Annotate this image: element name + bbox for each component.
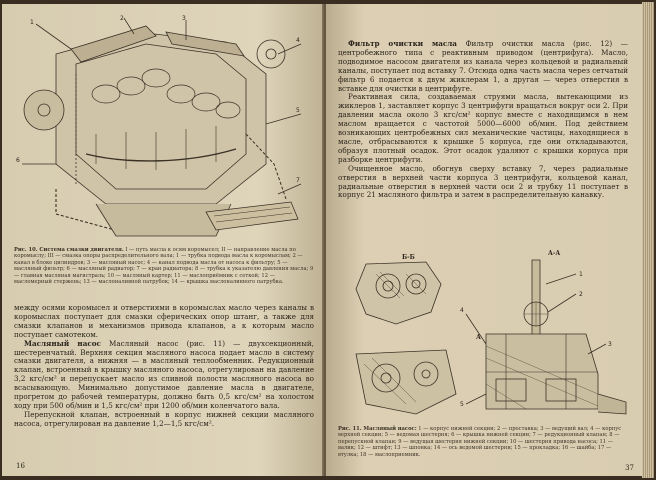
right-paragraph-1-text: Фильтр очистки масла (рис. 12) — центробежного типа с реактивным приводом (центрифуга). Масло, подводимое насосом двигателя из канала через кольцевой и радиальный каналы, поступает под вставку 7. Отсюда одна часть масла через сетчатый фильтр 6 подается к двум жиклерам 1, а другая — через отверстия в вставке для очистки в центрифуге. (338, 39, 628, 93)
figure-10-caption-body: I — путь масла к осям коромысел; II — направление масла по коромыслу; III — смазка опоры распределительного вала; 1 — трубка подвода масла к коромыслам; 2 — канал в блоке цилиндров; 3 — масляный насос; 4 — канал подвода масла от насоса к фильтру; 5 — масляный фильтр; 6 — масляный радиатор; 7 — кран радиатора; 8 — трубка к указателю давления масла; 9 — главная масляная магистраль; 10 — масляный картер; 11 — маслоприёмник с сеткой; 12 — масломерный стержень; 13 — маслоналивной патрубок; 14 — крышка маслоналивного патрубка. (14, 247, 314, 286)
svg-text:2: 2 (120, 15, 124, 22)
right-page-number: 37 (625, 464, 634, 472)
svg-text:2: 2 (579, 291, 583, 298)
figure-11-caption-body: 1 — корпус нижней секции; 2 — проставка; 3 — ведущий вал; 4 — корпус верхней секции; 5 — ведомая шестерня; 6 — крышка нижней секции; 7 — редукционный клапан; 8 — перепускной клапан; 9 — ведущая шестерня нижней секции; 10 — шестерня привода насоса; 11 — валик; 12 — штифт; 13 — шпонка; 14 — ось ведомой шестерни; 15 — прокладка; 16 — шайба; 17 — втулка; 18 — маслоприемник. (338, 426, 622, 458)
book-page-edges (642, 2, 654, 478)
figure-10-caption-title: Рис. 10. Система смазки двигателя. (14, 247, 124, 253)
right-page (326, 4, 642, 476)
right-paragraph-3: Очищенное масло, обогнув сверху вставку 7, через радиальные отверстия в верхней части корпуса 3 центрифуги, кольцевой канал, радиальные отверстия в верхней части оси 2 и трубку 11 поступает в корпус 21 масляного фильтра и затем в распределительную канавку. (338, 163, 628, 200)
section-label-bb: Б-Б (402, 254, 415, 261)
svg-text:1: 1 (30, 19, 34, 26)
left-page (2, 4, 324, 476)
svg-text:3: 3 (608, 341, 612, 348)
left-heading: Масляный насос (24, 338, 101, 348)
figure-11-caption (338, 426, 630, 458)
left-paragraph-2-text: Масляный насос (рис. 11) — двухсекционный, шестеренчатый. Верхняя секция масляного насоса подает масло в систему смазки двигателя, а нижняя — в масляный теплообменник. Редукционный клапан, встроенный в крышку масляного насоса, отрегулирован на давление 3,2 кгс/см² и перепускает масло из сливной полости масляного насоса во всасывающую. Минимально допустимое давление масла в двигателе, прогретом до рабочей температуры, должно быть 0,5 кгс/см² на холостом ходу при 500 об/мин и 1,5 кгс/см² при 1200 об/мин коленчатого вала. (14, 338, 314, 410)
figure-11-caption-title: Рис. 11. Масляный насос: (338, 426, 417, 432)
svg-text:7: 7 (296, 177, 300, 184)
engine-lubrication-figure (16, 14, 306, 246)
svg-text:5: 5 (460, 401, 464, 408)
svg-text:5: 5 (296, 107, 300, 114)
oil-pump-figure (336, 254, 632, 422)
svg-text:4: 4 (460, 307, 464, 314)
svg-text:3: 3 (182, 15, 186, 22)
left-paragraph-1: между осями коромысел и отверстиями в коромыслах масло через каналы в коромыслах поступает для смазки сферических опор штанг, а также для смазки клапанов и механизмов привода клапанов, а к которым масло поступает самотеком. (14, 303, 314, 339)
svg-text:6: 6 (16, 157, 20, 164)
left-body-text (14, 304, 314, 429)
left-paragraph-3: Перепускной клапан, встроенный в корпус нижней секции масляного насоса, отрегулирован на давление 1,2—1,5 кгс/см². (14, 409, 314, 428)
left-page-number: 16 (16, 462, 25, 470)
left-paragraph-2 (14, 340, 314, 411)
svg-text:4: 4 (296, 37, 300, 44)
right-paragraph-2: Реактивная сила, создаваемая струями масла, вытекающими из жиклеров 1, заставляет корпус 3 центрифуги вращаться вокруг оси 2. При давлении масла около 3 кгс/см² корпус вместе с находящимся в нем маслом вращается с частотой 5000—6000 об/мин. Под действием возникающих центробежных сил механические частицы, находящиеся в масле, отбрасываются к крышке 5 корпуса, где они откладываются, образуя плотный осадок. Этот осадок удаляют с крышки корпуса при разборке центрифуги. (338, 92, 628, 164)
svg-text:1: 1 (579, 271, 583, 278)
right-paragraph-1 (338, 40, 628, 93)
figure-10-caption (14, 247, 314, 285)
right-heading: Фильтр очистки масла (348, 39, 457, 48)
right-body-text (338, 40, 628, 200)
section-label-aa: А-А (548, 250, 561, 257)
section-label-a: А (476, 334, 481, 341)
